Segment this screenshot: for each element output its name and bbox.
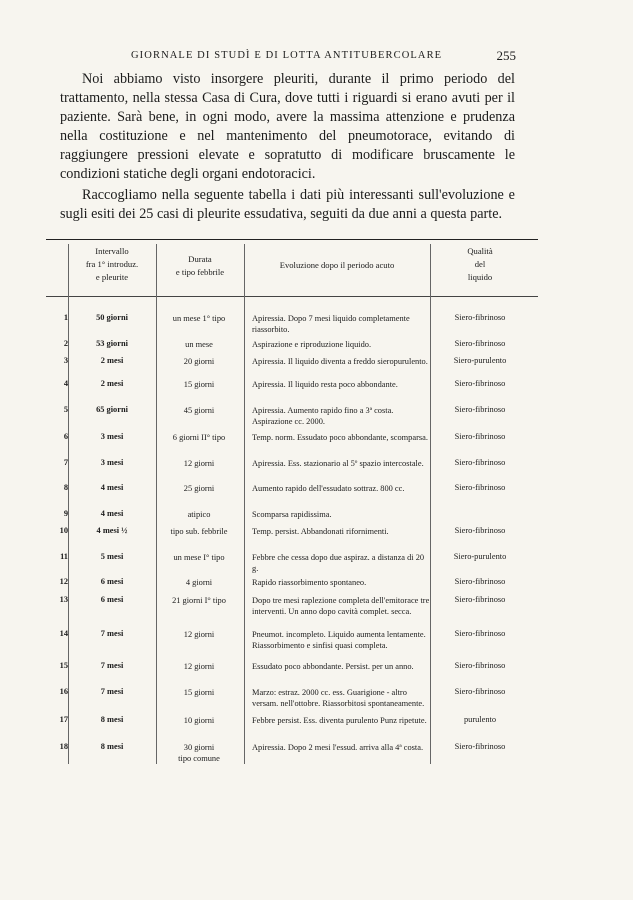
duration-cell: 12 giorni [183, 630, 215, 639]
interval-cell: 5 mesi [100, 552, 124, 561]
quality-cell: Siero-fibrinoso [454, 339, 506, 348]
quality-cell: Siero-fibrinoso [454, 379, 506, 388]
row-number: 6 [63, 432, 68, 441]
evolution-cell: Scomparsa rapidissima. [252, 510, 332, 519]
row-number: 2 [63, 339, 68, 348]
interval-cell: 3 mesi [100, 432, 124, 441]
quality-cell: Siero-fibrinoso [454, 577, 506, 586]
row-number: 4 [63, 379, 68, 388]
header-quality: Qualità del liquido [467, 246, 493, 282]
evolution-cell: Apiressia. Ess. stazionario al 5º spazio intercostale. [252, 459, 424, 468]
interval-cell: 4 mesi [100, 509, 124, 518]
duration-cell: 45 giorni [183, 406, 215, 415]
interval-cell: 8 mesi [100, 742, 124, 751]
paragraph: Noi abbiamo visto insorgere pleuriti, durante il primo periodo del trattamento, nella stessa Casa di Cura, dove tutti i riguardi si erano avuti per il paziente. Sarà bene, in ogni modo, avere la massima attenzione e prudenza nella costituzione e nel mantenimento del pneumotorace, evitando di raggiungere pressioni elevate e sopratutto di modificare bruscamente le condizioni statiche degli organi endotoracici. [60, 71, 515, 182]
quality-cell: Siero-fibrinoso [454, 742, 506, 751]
quality-cell: Siero-fibrinoso [454, 432, 506, 441]
table-row [46, 379, 538, 405]
evolution-cell: Dopo tre mesi raplezione completa dell'emitorace tre interventi. Un anno dopo cavità complet. secca. [252, 596, 430, 616]
evolution-cell: Marzo: estraz. 2000 cc. ess. Guarigione - altro versam. nell'ottobre. Riassorbitosi spontaneamente. [252, 688, 425, 708]
row-number: 16 [59, 687, 68, 696]
row-number: 17 [59, 715, 68, 724]
evolution-cell: Febbre che cessa dopo due aspiraz. a distanza di 20 g. [252, 553, 425, 573]
evolution-cell: Pneumot. incompleto. Liquido aumenta lentamente. Riassorbimento e sinfisi quasi completa. [252, 630, 426, 650]
interval-cell: 2 mesi [100, 379, 124, 388]
duration-cell: un mese I° tipo [173, 553, 225, 562]
row-number: 11 [60, 552, 68, 561]
paragraph: Raccogliamo nella seguente tabella i dati più interessanti sull'evoluzione e sugli esiti dei 25 casi di pleurite essudativa, seguiti da due anni a questa parte. [60, 187, 515, 222]
quality-cell: Siero-fibrinoso [454, 458, 506, 467]
evolution-cell: Apiressia. Dopo 7 mesi liquido completamente riassorbito. [252, 314, 410, 334]
table-row [46, 552, 538, 578]
row-number: 1 [63, 313, 68, 322]
interval-cell: 65 giorni [96, 405, 128, 414]
interval-cell: 8 mesi [100, 715, 124, 724]
interval-cell: 7 mesi [100, 629, 124, 638]
quality-cell: Siero-purulento [453, 552, 507, 561]
row-number: 8 [63, 483, 68, 492]
duration-cell: 12 giorni [183, 459, 215, 468]
interval-cell: 7 mesi [100, 661, 124, 670]
row-number: 12 [59, 577, 68, 586]
interval-cell: 6 mesi [100, 577, 124, 586]
evolution-cell: Apiressia. Dopo 2 mesi l'essud. arriva alla 4ª costa. [252, 743, 424, 752]
evolution-cell: Rapido riassorbimento spontaneo. [252, 578, 367, 587]
interval-cell: 4 mesi [100, 483, 124, 492]
table-row [46, 629, 538, 655]
duration-cell: atipico [187, 510, 211, 519]
interval-cell: 2 mesi [100, 356, 124, 365]
duration-cell: 25 giorni [183, 484, 215, 493]
duration-cell: 15 giorni [183, 380, 215, 389]
header-evolution: Evoluzione dopo il periodo acuto [279, 260, 395, 270]
duration-cell: un mese [185, 340, 213, 349]
header-interval: Intervallo fra 1° introduz. e pleurite [85, 246, 139, 282]
table-row [46, 661, 538, 687]
running-title: GIORNALE DI STUDÌ E DI LOTTA ANTITUBERCOLARE [131, 50, 443, 61]
row-number: 10 [59, 526, 68, 535]
duration-cell: 20 giorni [183, 357, 215, 366]
table-header-rule [46, 296, 538, 297]
table-row [46, 483, 538, 509]
duration-cell: 4 giorni [185, 578, 213, 587]
table-row [46, 526, 538, 552]
table-row [46, 595, 538, 621]
body-text [60, 70, 515, 224]
table-row [46, 405, 538, 431]
quality-cell: Siero-fibrinoso [454, 405, 506, 414]
duration-cell: un mese 1° tipo [172, 314, 226, 323]
duration-cell: 6 giorni II° tipo [172, 433, 226, 442]
table-row [46, 715, 538, 741]
quality-cell: Siero-fibrinoso [454, 313, 506, 322]
table-row [46, 742, 538, 768]
duration-cell: 10 giorni [183, 716, 215, 725]
quality-cell: Siero-fibrinoso [454, 629, 506, 638]
evolution-cell: Temp. persist. Abbandonati rifornimenti. [252, 527, 389, 536]
duration-cell: tipo sub. febbrile [170, 527, 228, 536]
evolution-cell: Aumento rapido dell'essudato sottraz. 800 cc. [252, 484, 405, 493]
evolution-cell: Apiressia. Il liquido diventa a freddo sieropurulento. [252, 357, 428, 366]
interval-cell: 6 mesi [100, 595, 124, 604]
quality-cell: Siero-fibrinoso [454, 526, 506, 535]
table-row [46, 432, 538, 458]
row-number: 15 [59, 661, 68, 670]
quality-cell: Siero-purulento [453, 356, 507, 365]
row-number: 13 [59, 595, 68, 604]
quality-cell: Siero-fibrinoso [454, 595, 506, 604]
quality-cell: purulento [463, 715, 497, 724]
evolution-cell: Essudato poco abbondante. Persist. per un anno. [252, 662, 414, 671]
row-number: 7 [63, 458, 68, 467]
evolution-cell: Temp. norm. Essudato poco abbondante, scomparsa. [252, 433, 428, 442]
row-number: 9 [63, 509, 68, 518]
interval-cell: 50 giorni [96, 313, 128, 322]
quality-cell: Siero-fibrinoso [454, 687, 506, 696]
evolution-cell: Febbre persist. Ess. diventa purulento Punz ripetute. [252, 716, 427, 725]
interval-cell: 7 mesi [100, 687, 124, 696]
duration-cell: 21 giorni I° tipo [172, 596, 226, 605]
table-row [46, 313, 538, 339]
row-number: 18 [59, 742, 68, 751]
row-number: 3 [63, 356, 68, 365]
page-number: 255 [496, 48, 516, 63]
interval-cell: 4 mesi ½ [96, 526, 128, 535]
row-number: 5 [63, 405, 68, 414]
table-row [46, 458, 538, 484]
evolution-cell: Apiressia. Il liquido resta poco abbondante. [252, 380, 398, 389]
duration-cell: 30 giorni tipo comune [178, 743, 220, 763]
interval-cell: 53 giorni [96, 339, 128, 348]
duration-cell: 15 giorni [183, 688, 215, 697]
quality-cell: Siero-fibrinoso [454, 661, 506, 670]
table-row [46, 687, 538, 713]
duration-cell: 12 giorni [183, 662, 215, 671]
evolution-cell: Apiressia. Aumento rapido fino a 3ª costa. Aspirazione cc. 2000. [252, 406, 394, 426]
evolution-cell: Aspirazione e riproduzione liquido. [252, 340, 372, 349]
quality-cell: Siero-fibrinoso [454, 483, 506, 492]
header-duration: Durata e tipo febbrile [175, 254, 225, 277]
interval-cell: 3 mesi [100, 458, 124, 467]
table-top-rule [46, 239, 538, 240]
row-number: 14 [59, 629, 68, 638]
